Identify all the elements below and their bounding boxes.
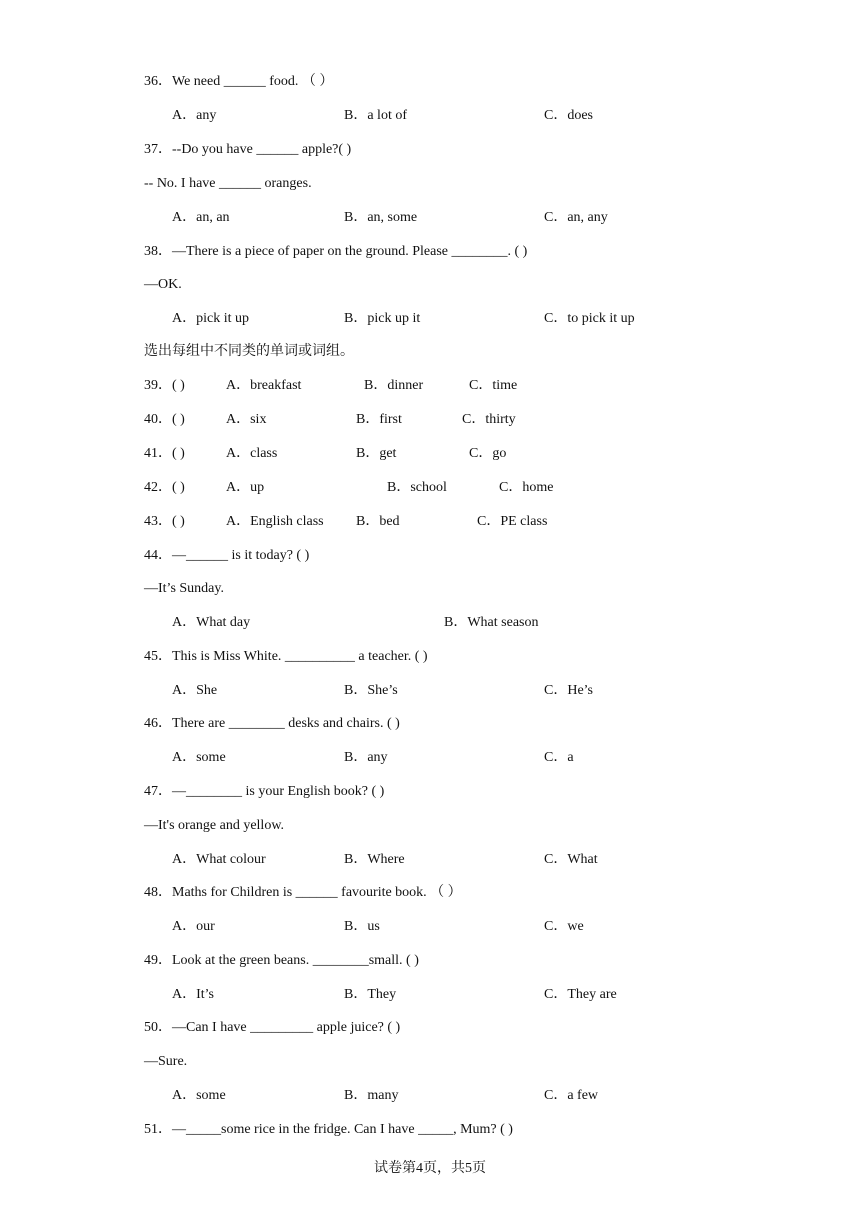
question-50-line2: —Sure. <box>144 1054 188 1069</box>
question-48-option-a[interactable]: A．our <box>172 919 215 934</box>
question-43-option-b[interactable]: B．bed <box>356 514 400 529</box>
question-37-option-a[interactable]: A．an, an <box>172 210 230 225</box>
question-37-stem: 37．--Do you have ______ apple?( ) <box>144 142 352 157</box>
question-44-stem: 44．—______ is it today? ( ) <box>144 548 310 563</box>
question-43-option-a[interactable]: A．English class <box>226 514 324 529</box>
question-40-option-b[interactable]: B．first <box>356 412 402 427</box>
question-46-option-a[interactable]: A．some <box>172 750 226 765</box>
question-38-option-b[interactable]: B．pick up it <box>344 311 421 326</box>
question-41-option-c[interactable]: C．go <box>469 446 507 461</box>
question-41-option-a[interactable]: A．class <box>226 446 278 461</box>
question-39-option-b[interactable]: B．dinner <box>364 378 424 393</box>
question-38-line2: —OK. <box>144 277 182 292</box>
question-39-option-c[interactable]: C．time <box>469 378 518 393</box>
question-38-option-a[interactable]: A．pick it up <box>172 311 249 326</box>
question-41-number: 41．( ) <box>144 446 185 461</box>
question-42-number: 42．( ) <box>144 480 185 495</box>
question-36-option-c[interactable]: C．does <box>544 108 593 123</box>
question-45-option-b[interactable]: B．She’s <box>344 683 398 698</box>
question-44-option-b[interactable]: B．What season <box>444 615 539 630</box>
question-36-option-b[interactable]: B．a lot of <box>344 108 407 123</box>
question-49-option-a[interactable]: A．It’s <box>172 987 214 1002</box>
question-51-stem: 51．—_____some rice in the fridge. Can I have _____, Mum? ( ) <box>144 1122 513 1137</box>
question-40-option-c[interactable]: C．thirty <box>462 412 516 427</box>
question-45-stem: 45．This is Miss White. __________ a teacher. ( ) <box>144 649 428 664</box>
question-42-option-a[interactable]: A．up <box>226 480 265 495</box>
question-50-option-b[interactable]: B．many <box>344 1088 399 1103</box>
section-title: 选出每组中不同类的单词或词组。 <box>144 344 354 359</box>
question-37-option-c[interactable]: C．an, any <box>544 210 608 225</box>
question-37-option-b[interactable]: B．an, some <box>344 210 418 225</box>
question-50-stem: 50．—Can I have _________ apple juice? ( ) <box>144 1020 401 1035</box>
question-39-option-a[interactable]: A．breakfast <box>226 378 302 393</box>
question-43-option-c[interactable]: C．PE class <box>477 514 548 529</box>
question-42-option-b[interactable]: B．school <box>387 480 447 495</box>
question-42-option-c[interactable]: C．home <box>499 480 554 495</box>
question-46-option-b[interactable]: B．any <box>344 750 388 765</box>
question-37-line2: -- No. I have ______ oranges. <box>144 176 312 191</box>
question-40-option-a[interactable]: A．six <box>226 412 267 427</box>
question-44-option-a[interactable]: A．What day <box>172 615 251 630</box>
question-36-option-a[interactable]: A．any <box>172 108 217 123</box>
question-46-option-c[interactable]: C．a <box>544 750 574 765</box>
question-45-option-c[interactable]: C．He’s <box>544 683 593 698</box>
question-45-option-a[interactable]: A．She <box>172 683 218 698</box>
question-43-number: 43．( ) <box>144 514 185 529</box>
question-47-option-c[interactable]: C．What <box>544 852 598 867</box>
question-40-number: 40．( ) <box>144 412 185 427</box>
question-38-option-c[interactable]: C．to pick it up <box>544 311 635 326</box>
question-49-option-c[interactable]: C．They are <box>544 987 617 1002</box>
question-49-option-b[interactable]: B．They <box>344 987 397 1002</box>
question-47-line2: —It's orange and yellow. <box>144 818 285 833</box>
question-44-line2: —It’s Sunday. <box>144 581 224 596</box>
question-50-option-c[interactable]: C．a few <box>544 1088 599 1103</box>
question-39-number: 39．( ) <box>144 378 185 393</box>
question-48-option-b[interactable]: B．us <box>344 919 380 934</box>
question-36-stem: 36．We need ______ food. （ ） <box>144 74 334 89</box>
question-48-stem: 48．Maths for Children is ______ favourite book. （ ） <box>144 885 462 900</box>
question-47-option-b[interactable]: B．Where <box>344 852 405 867</box>
question-46-stem: 46．There are ________ desks and chairs. ( ) <box>144 716 400 731</box>
question-41-option-b[interactable]: B．get <box>356 446 397 461</box>
page-footer: 试卷第4页，共5页 <box>374 1161 486 1176</box>
question-47-stem: 47．—________ is your English book? ( ) <box>144 784 385 799</box>
question-49-stem: 49．Look at the green beans. ________small. ( ) <box>144 953 419 968</box>
question-38-stem: 38．—There is a piece of paper on the ground. Please ________. ( ) <box>144 244 528 259</box>
question-47-option-a[interactable]: A．What colour <box>172 852 266 867</box>
question-50-option-a[interactable]: A．some <box>172 1088 226 1103</box>
question-48-option-c[interactable]: C．we <box>544 919 584 934</box>
